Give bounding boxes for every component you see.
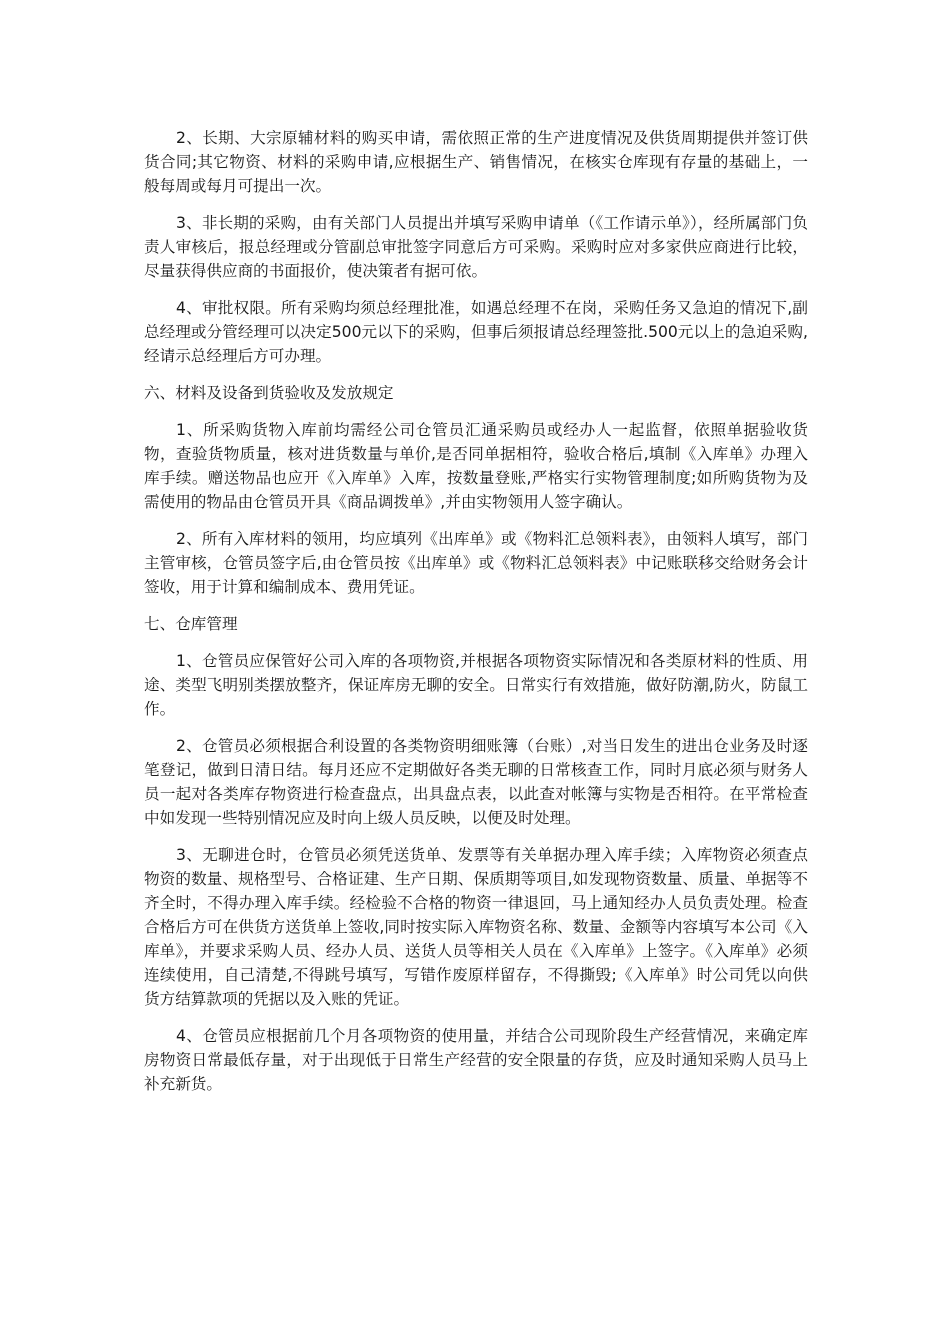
paragraph-minimum-stock: 4、仓管员应根据前几个月各项物资的使用量，并结合公司现阶段生产经营情况，来确定库房物资日常最低存量，对于出现低于日常生产经营的安全限量的存货，应及时通知采购人员马上补充新货。 xyxy=(144,1027,808,1093)
paragraph-purchase-nonlongterm: 3、非长期的采购，由有关部门人员提出并填写采购申请单（《工作请示单》），经所属部门负责人审核后，报总经理或分管副总审批签字同意后方可采购。采购时应对多家供应商进行比较，尽量获得供应商的书面报价，使决策者有据可依。 xyxy=(144,214,808,280)
paragraph-purchase-bulk: 2、长期、大宗原辅材料的购买申请，需依照正常的生产进度情况及供货周期提供并签订供货合同;其它物资、材料的采购申请,应根据生产、销售情况，在核实仓库现有存量的基础上，一般每周或每月可提出一次。 xyxy=(144,129,808,195)
paragraph-ledger-check: 2、仓管员必须根据合利设置的各类物资明细账簿（台账）,对当日发生的进出仓业务及时逐笔登记，做到日清日结。每月还应不定期做好各类无聊的日常核查工作，同时月底必须与财务人员一起对各类库存物资进行检查盘点，出具盘点表，以此查对帐簿与实物是否相符。在平常检查中如发现一些特别情况应及时向上级人员反映，以便及时处理。 xyxy=(144,737,808,827)
paragraph-approval-authority: 4、审批权限。所有采购均须总经理批准，如遇总经理不在岗，采购任务又急迫的情况下,副总经理或分管经理可以决定500元以下的采购，但事后须报请总经理签批.500元以上的急迫采购,经请示总经理后方可办理。 xyxy=(144,299,808,365)
paragraph-receiving-inspection: 1、所采购货物入库前均需经公司仓管员汇通采购员或经办人一起监督，依照单据验收货物，查验货物质量，核对进货数量与单价,是否同单据相符，验收合格后,填制《入库单》办理入库手续。赠送物品也应开《入库单》入库，按数量登账,严格实行实物管理制度;如所购货物为及需使用的物品由仓管员开具《商品调拨单》,并由实物领用人签字确认。 xyxy=(144,421,808,511)
paragraph-storage-safety: 1、仓管员应保管好公司入库的各项物资,并根据各项物资实际情况和各类原材料的性质、用途、类型飞明别类摆放整齐，保证库房无聊的安全。日常实行有效措施，做好防潮,防火，防鼠工作。 xyxy=(144,652,808,718)
paragraph-warehouse-entry: 3、无聊进仓时，仓管员必须凭送货单、发票等有关单据办理入库手续；入库物资必须查点物资的数量、规格型号、合格证建、生产日期、保质期等项目,如发现物资数量、质量、单据等不齐全时，不得办理入库手续。经检验不合格的物资一律退回，马上通知经办人员负责处理。检查合格后方可在供货方送货单上签收,同时按实际入库物资名称、数量、金额等内容填写本公司《入库单》，并要求采购人员、经办人员、送货人员等相关人员在《入库单》上签字。《入库单》必须连续使用，自己清楚,不得跳号填写，写错作废原样留存，不得撕毁;《入库单》时公司凭以向供货方结算款项的凭据以及入账的凭证。 xyxy=(144,846,808,1008)
document-body xyxy=(144,126,808,1096)
section-heading-seven: 七、仓库管理 xyxy=(144,615,238,633)
section-heading-six: 六、材料及设备到货验收及发放规定 xyxy=(144,384,394,402)
paragraph-material-issue: 2、所有入库材料的领用，均应填列《出库单》或《物料汇总领料表》，由领料人填写，部门主管审核，仓管员签字后,由仓管员按《出库单》或《物料汇总领料表》中记账联移交给财务会计签收，用于计算和编制成本、费用凭证。 xyxy=(144,530,808,596)
